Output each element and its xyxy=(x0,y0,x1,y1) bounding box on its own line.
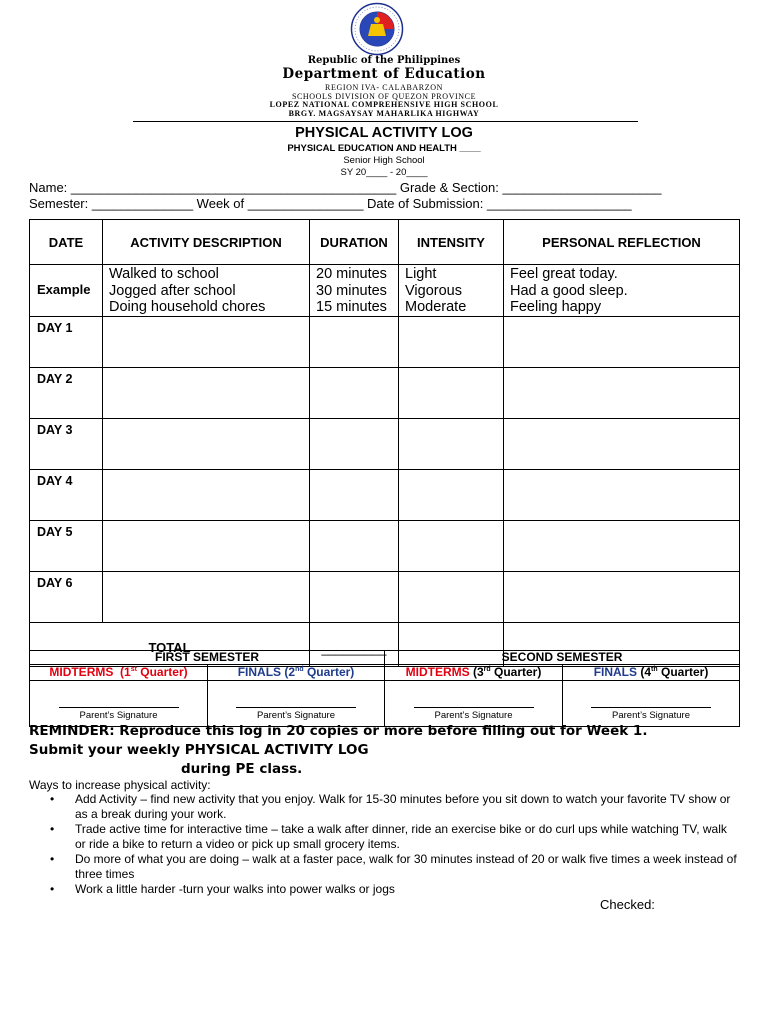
example-duration-cell xyxy=(310,265,399,317)
intensity-input-cell[interactable] xyxy=(399,419,504,470)
duration-input-cell[interactable] xyxy=(310,419,399,470)
day-row xyxy=(30,470,740,521)
department-name: Department of Education xyxy=(282,66,486,82)
activity-input-cell[interactable] xyxy=(103,317,310,368)
day-row xyxy=(30,419,740,470)
list-item xyxy=(50,852,740,881)
example-activity-cell xyxy=(103,265,310,317)
list-item xyxy=(50,792,740,821)
semester-week-date-fields[interactable]: Semester: ______________ Week of ________________ Date of Submission: ____________________ xyxy=(29,196,632,211)
duration-input-cell[interactable] xyxy=(310,317,399,368)
bullet-icon: • xyxy=(50,852,55,866)
day-row xyxy=(30,572,740,623)
example-reflection: Feel great today. xyxy=(510,266,618,282)
semester-signature-table xyxy=(29,650,740,727)
column-header-intensity: INTENSITY xyxy=(399,220,504,265)
first-semester-header: FIRST SEMESTER xyxy=(30,651,385,665)
quarter-2-header xyxy=(208,665,385,681)
reflection-input-cell[interactable] xyxy=(504,317,740,368)
column-header-duration: DURATION xyxy=(310,220,399,265)
tips-list xyxy=(50,792,740,898)
school-address: BRGY. MAGSAYSAY MAHARLIKA HIGHWAY xyxy=(288,109,480,118)
ordinal-suffix: rd xyxy=(483,666,491,673)
table-header-row xyxy=(30,220,740,265)
example-activity: Jogged after school xyxy=(109,282,236,299)
day-label: DAY 4 xyxy=(30,470,103,521)
activity-input-cell[interactable] xyxy=(103,521,310,572)
division-line: SCHOOLS DIVISION OF QUEZON PROVINCE xyxy=(291,92,477,101)
activity-input-cell[interactable] xyxy=(103,470,310,521)
example-duration: 20 minutes xyxy=(316,266,387,282)
signature-caption: Parent’s Signature xyxy=(257,710,335,721)
day-label: DAY 1 xyxy=(30,317,103,368)
example-reflection: Feeling happy xyxy=(510,299,602,315)
quarter-word: Quarter) xyxy=(490,665,542,679)
reflection-input-cell[interactable] xyxy=(504,572,740,623)
example-duration: 15 minutes xyxy=(316,299,387,315)
example-duration: 30 minutes xyxy=(316,282,387,299)
day-row xyxy=(30,368,740,419)
quarter-4-header xyxy=(563,665,740,681)
day-label: DAY 3 xyxy=(30,419,103,470)
intensity-input-cell[interactable] xyxy=(399,572,504,623)
activity-input-cell[interactable] xyxy=(103,572,310,623)
quarter-word: Quarter) xyxy=(136,665,188,679)
activity-input-cell[interactable] xyxy=(103,419,310,470)
list-item xyxy=(50,822,740,851)
quarter-number: (2 xyxy=(284,665,296,679)
duration-input-cell[interactable] xyxy=(310,572,399,623)
intensity-input-cell[interactable] xyxy=(399,521,504,572)
reminder-line: REMINDER: Reproduce this log in 20 copies or more before filling out for Week 1. xyxy=(29,723,648,739)
day-label: DAY 6 xyxy=(30,572,103,623)
school-name: LOPEZ NATIONAL COMPREHENSIVE HIGH SCHOOL xyxy=(269,100,499,109)
bullet-icon: • xyxy=(50,882,55,896)
name-grade-section-fields[interactable]: Name: _____________________________________________ Grade & Section: ______________________ xyxy=(29,180,662,195)
quarter-row xyxy=(30,665,740,681)
signature-caption: Parent’s Signature xyxy=(612,710,691,721)
parent-signature-field[interactable] xyxy=(563,681,740,727)
example-intensity: Vigorous xyxy=(405,282,462,299)
level-line: Senior High School xyxy=(343,155,425,166)
second-semester-header: SECOND SEMESTER xyxy=(385,651,740,665)
quarter-word: Quarter) xyxy=(657,665,709,679)
example-intensity: Light xyxy=(405,266,437,282)
republic-line: Republic of the Philippines xyxy=(307,55,461,66)
tips-heading: Ways to increase physical activity: xyxy=(29,778,211,792)
subject-line: PHYSICAL EDUCATION AND HEALTH ____ xyxy=(287,143,481,154)
example-intensity: Moderate xyxy=(405,299,467,315)
example-intensity-cell xyxy=(399,265,504,317)
column-header-reflection: PERSONAL REFLECTION xyxy=(504,220,740,265)
duration-input-cell[interactable] xyxy=(310,521,399,572)
intensity-input-cell[interactable] xyxy=(399,368,504,419)
activity-log-table xyxy=(29,219,740,667)
list-item xyxy=(50,882,740,897)
finals-label: FINALS xyxy=(237,665,282,679)
quarter-1-header xyxy=(30,665,208,681)
midterms-label: MIDTERMS xyxy=(405,665,470,679)
finals-label: FINALS xyxy=(593,665,638,679)
quarter-number: (4 xyxy=(640,665,652,679)
page-title: PHYSICAL ACTIVITY LOG xyxy=(295,125,473,141)
reminder-block xyxy=(29,722,647,779)
example-reflection-cell xyxy=(504,265,740,317)
bullet-icon: • xyxy=(50,792,55,806)
parent-signature-field[interactable] xyxy=(385,681,563,727)
total-label: TOTAL xyxy=(30,623,310,667)
column-header-date: DATE xyxy=(30,220,103,265)
example-label: Example xyxy=(30,265,103,317)
signature-caption: Parent’s Signature xyxy=(434,710,513,721)
reminder-line: during PE class. xyxy=(181,761,303,777)
example-activity: Doing household chores xyxy=(109,299,266,315)
total-duration-field[interactable]: _________ xyxy=(310,623,399,667)
parent-signature-field[interactable] xyxy=(30,681,208,727)
ordinal-suffix: nd xyxy=(295,666,304,673)
reflection-input-cell[interactable] xyxy=(504,521,740,572)
ordinal-suffix: st xyxy=(130,666,137,673)
day-row xyxy=(30,521,740,572)
reflection-input-cell[interactable] xyxy=(504,419,740,470)
example-row xyxy=(30,265,740,317)
duration-input-cell[interactable] xyxy=(310,368,399,419)
day-label: DAY 5 xyxy=(30,521,103,572)
school-year-line: SY 20____ - 20____ xyxy=(340,167,428,178)
tip-text: Trade active time for interactive time – take a walk after dinner, ride an exercise bike or do curl ups while watching TV, walk or ride a bike to return a video or pick up small grocery items. xyxy=(75,822,727,851)
ordinal-suffix: th xyxy=(651,666,658,673)
example-reflection: Had a good sleep. xyxy=(510,282,628,299)
quarter-3-header xyxy=(385,665,563,681)
deped-seal-logo xyxy=(337,2,417,56)
reflection-input-cell[interactable] xyxy=(504,368,740,419)
activity-input-cell[interactable] xyxy=(103,368,310,419)
reminder-line: Submit your weekly PHYSICAL ACTIVITY LOG xyxy=(29,742,369,758)
quarter-number: (1 xyxy=(120,665,131,679)
intensity-input-cell[interactable] xyxy=(399,470,504,521)
tip-text: Do more of what you are doing – walk at a faster pace, walk for 30 minutes instead of 20 or walk five times a week instead of three times xyxy=(75,852,737,881)
signature-caption: Parent’s Signature xyxy=(79,710,158,721)
reflection-input-cell[interactable] xyxy=(504,470,740,521)
parent-signature-field[interactable] xyxy=(208,681,385,727)
day-row xyxy=(30,317,740,368)
example-activity: Walked to school xyxy=(109,266,219,282)
intensity-input-cell[interactable] xyxy=(399,317,504,368)
signature-row xyxy=(30,681,740,727)
quarter-word: Quarter) xyxy=(303,665,355,679)
duration-input-cell[interactable] xyxy=(310,470,399,521)
tip-text: Add Activity – find new activity that you enjoy. Walk for 15-30 minutes before you sit down to watch your favorite TV show or as a break during your work. xyxy=(75,792,731,821)
column-header-activity: ACTIVITY DESCRIPTION xyxy=(103,220,310,265)
header-divider xyxy=(133,121,638,122)
bullet-icon: • xyxy=(50,822,55,836)
tip-text: Work a little harder -turn your walks into power walks or jogs xyxy=(75,882,395,896)
day-label: DAY 2 xyxy=(30,368,103,419)
region-line: REGION IVA- CALABARZON xyxy=(325,83,443,92)
midterms-label: MIDTERMS xyxy=(49,665,114,679)
semester-header-row xyxy=(30,651,740,665)
checked-label: Checked: xyxy=(600,897,655,912)
quarter-number: (3 xyxy=(473,665,484,679)
